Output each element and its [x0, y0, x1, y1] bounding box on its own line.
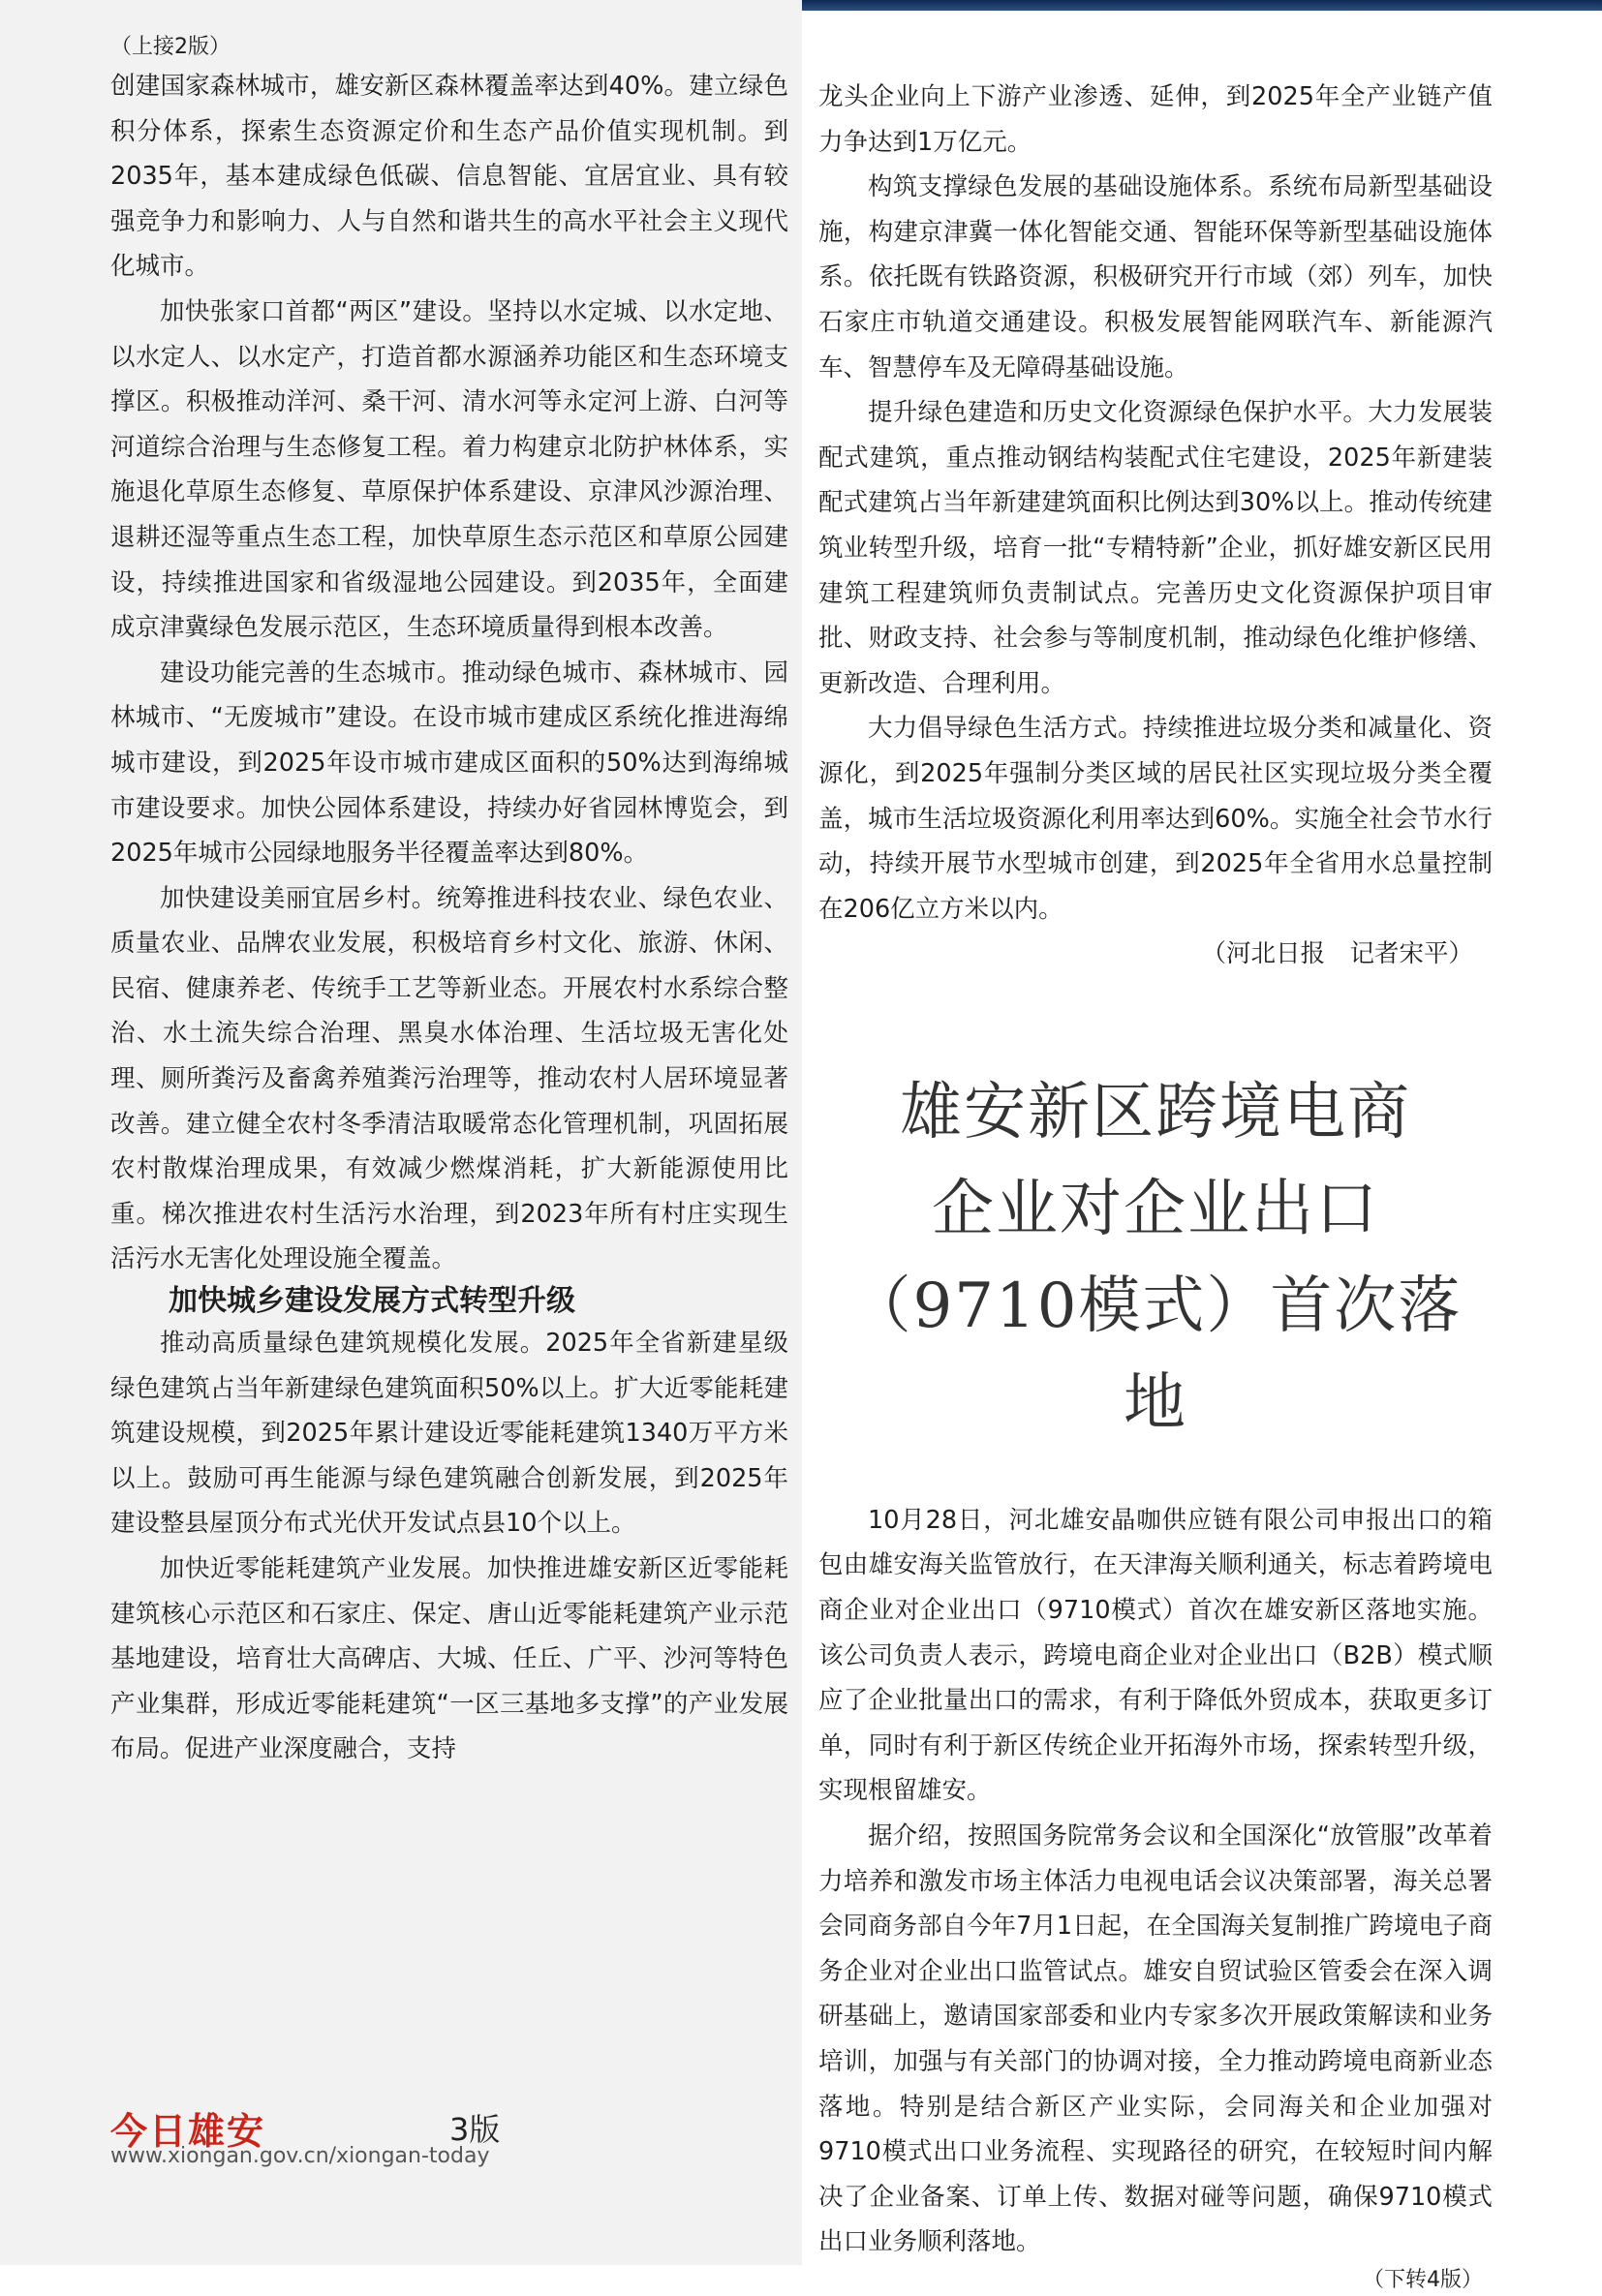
paragraph: 加快近零能耗建筑产业发展。加快推进雄安新区近零能耗建筑核心示范区和石家庄、保定、唐山近零能耗建筑产业示范基地建设，培育壮大高碑店、大城、任丘、广平、沙河等特色产业集群，形成近零能耗建筑“一区三基地多支撑”的产业发展布局。促进产业深度融合，支持 — [110, 1554, 788, 1764]
right-column — [818, 75, 1493, 2296]
paragraph: 龙头企业向上下游产业渗透、延伸，到2025年全产业链产值力争达到1万亿元。 — [818, 82, 1493, 157]
article-title-line: （9710模式）首次落地 — [848, 1270, 1463, 1439]
newspaper-logo: 今日雄安 — [110, 2109, 266, 2153]
paragraph: 加快建设美丽宜居乡村。统筹推进科技农业、绿色农业、质量农业、品牌农业发展，积极培育乡村文化、旅游、休闲、民宿、健康养老、传统手工艺等新业态。开展农村水系综合整治、水土流失综合治理、黑臭水体治理、生活垃圾无害化处理、厕所粪污及畜禽养殖粪污治理等，推动农村人居环境显著改善。建立健全农村冬季清洁取暖常态化管理机制，巩固拓展农村散煤治理成果，有效减少燃煤消耗，扩大新能源使用比重。梯次推进农村生活污水治理，到2023年所有村庄实现生活污水无害化处理设施全覆盖。 — [110, 883, 788, 1274]
continued-to-label: （下转4版） — [1363, 2267, 1483, 2292]
left-column — [110, 35, 788, 1772]
paragraph: 建设功能完善的生态城市。推动绿色城市、森林城市、园林城市、“无废城市”建设。在设市城市建成区系统化推进海绵城市建设，到2025年设市城市建成区面积的50%达到海绵城市建设要求。加快公园体系建设，持续办好省园林博览会，到2025年城市公园绿地服务半径覆盖率达到80%。 — [110, 658, 788, 869]
continued-from-label: （上接2版） — [110, 35, 231, 59]
paragraph: 10月28日，河北雄安晶咖供应链有限公司申报出口的箱包由雄安海关监管放行，在天津海关顺利通关，标志着跨境电商企业对企业出口（9710模式）首次在雄安新区落地实施。该公司负责人表示，跨境电商企业对企业出口（B2B）模式顺应了企业批量出口的需求，有利于降低外贸成本，获取更多订单，同时有利于新区传统企业开拓海外市场，探索转型升级，实现根留雄安。 — [818, 1505, 1493, 1806]
byline: （河北日报 记者宋平） — [1201, 939, 1473, 969]
website-url: www.xiongan.gov.cn/xiongan-today — [110, 2144, 490, 2168]
paragraph: 加快张家口首都“两区”建设。坚持以水定城、以水定地、以水定人、以水定产，打造首都水源涵养功能区和生态环境支撑区。积极推动洋河、桑干河、清水河等永定河上游、白河等河道综合治理与生态修复工程。着力构建京北防护林体系，实施退化草原生态修复、草原保护体系建设、京津风沙源治理、退耕还湿等重点生态工程，加快草原生态示范区和草原公园建设，持续推进国家和省级湿地公园建设。到2035年，全面建成京津冀绿色发展示范区，生态环境质量得到根本改善。 — [110, 296, 788, 643]
article-title — [818, 1064, 1493, 1452]
paragraph: 提升绿色建造和历史文化资源绿色保护水平。大力发展装配式建筑，重点推动钢结构装配式住宅建设，2025年新建装配式建筑占当年新建建筑面积比例达到30%以上。推动传统建筑业转型升级，培育一批“专精特新”企业，抓好雄安新区民用建筑工程建筑师负责制试点。完善历史文化资源保护项目审批、财政支持、社会参与等制度机制，推动绿色化维护修缮、更新改造、合理利用。 — [818, 398, 1493, 698]
paragraph: 构筑支撑绿色发展的基础设施体系。系统布局新型基础设施，构建京津冀一体化智能交通、智能环保等新型基础设施体系。依托既有铁路资源，积极研究开行市域（郊）列车，加快石家庄市轨道交通建设。积极发展智能网联汽车、新能源汽车、智慧停车及无障碍基础设施。 — [818, 172, 1493, 383]
article-title-line: 雄安新区跨境电商 — [900, 1076, 1411, 1148]
paragraph: 推动高质量绿色建筑规模化发展。2025年全省新建星级绿色建筑占当年新建绿色建筑面积50%以上。扩大近零能耗建筑建设规模，到2025年累计建设近零能耗建筑1340万平方米以上。鼓励可再生能源与绿色建筑融合创新发展，到2025年建设整县屋顶分布式光伏开发试点县10个以上。 — [110, 1329, 788, 1539]
section-heading: 加快城乡建设发展方式转型升级 — [169, 1284, 575, 1319]
page-number: 3版 — [449, 2111, 501, 2148]
article-title-line: 企业对企业出口 — [932, 1173, 1379, 1245]
paragraph: 创建国家森林城市，雄安新区森林覆盖率达到40%。建立绿色积分体系，探索生态资源定价和生态产品价值实现机制。到2035年，基本建成绿色低碳、信息智能、宜居宜业、具有较强竞争力和影响力、人与自然和谐共生的高水平社会主义现代化城市。 — [110, 72, 788, 282]
paragraph: 大力倡导绿色生活方式。持续推进垃圾分类和减量化、资源化，到2025年强制分类区域的居民社区实现垃圾分类全覆盖，城市生活垃圾资源化利用率达到60%。实施全社会节水行动，持续开展节水型城市创建，到2025年全省用水总量控制在206亿立方米以内。 — [818, 714, 1493, 924]
paragraph: 据介绍，按照国务院常务会议和全国深化“放管服”改革着力培养和激发市场主体活力电视电话会议决策部署，海关总署会同商务部自今年7月1日起，在全国海关复制推广跨境电子商务企业对企业出口监管试点。雄安自贸试验区管委会在深入调研基础上，邀请国家部委和业内专家多次开展政策解读和业务培训，加强与有关部门的协调对接，全力推动跨境电商新业态落地。特别是结合新区产业实际，会同海关和企业加强对9710模式出口业务流程、实现路径的研究，在较短时间内解决了企业备案、订单上传、数据对碰等问题，确保9710模式出口业务顺利落地。 — [818, 1821, 1493, 2257]
